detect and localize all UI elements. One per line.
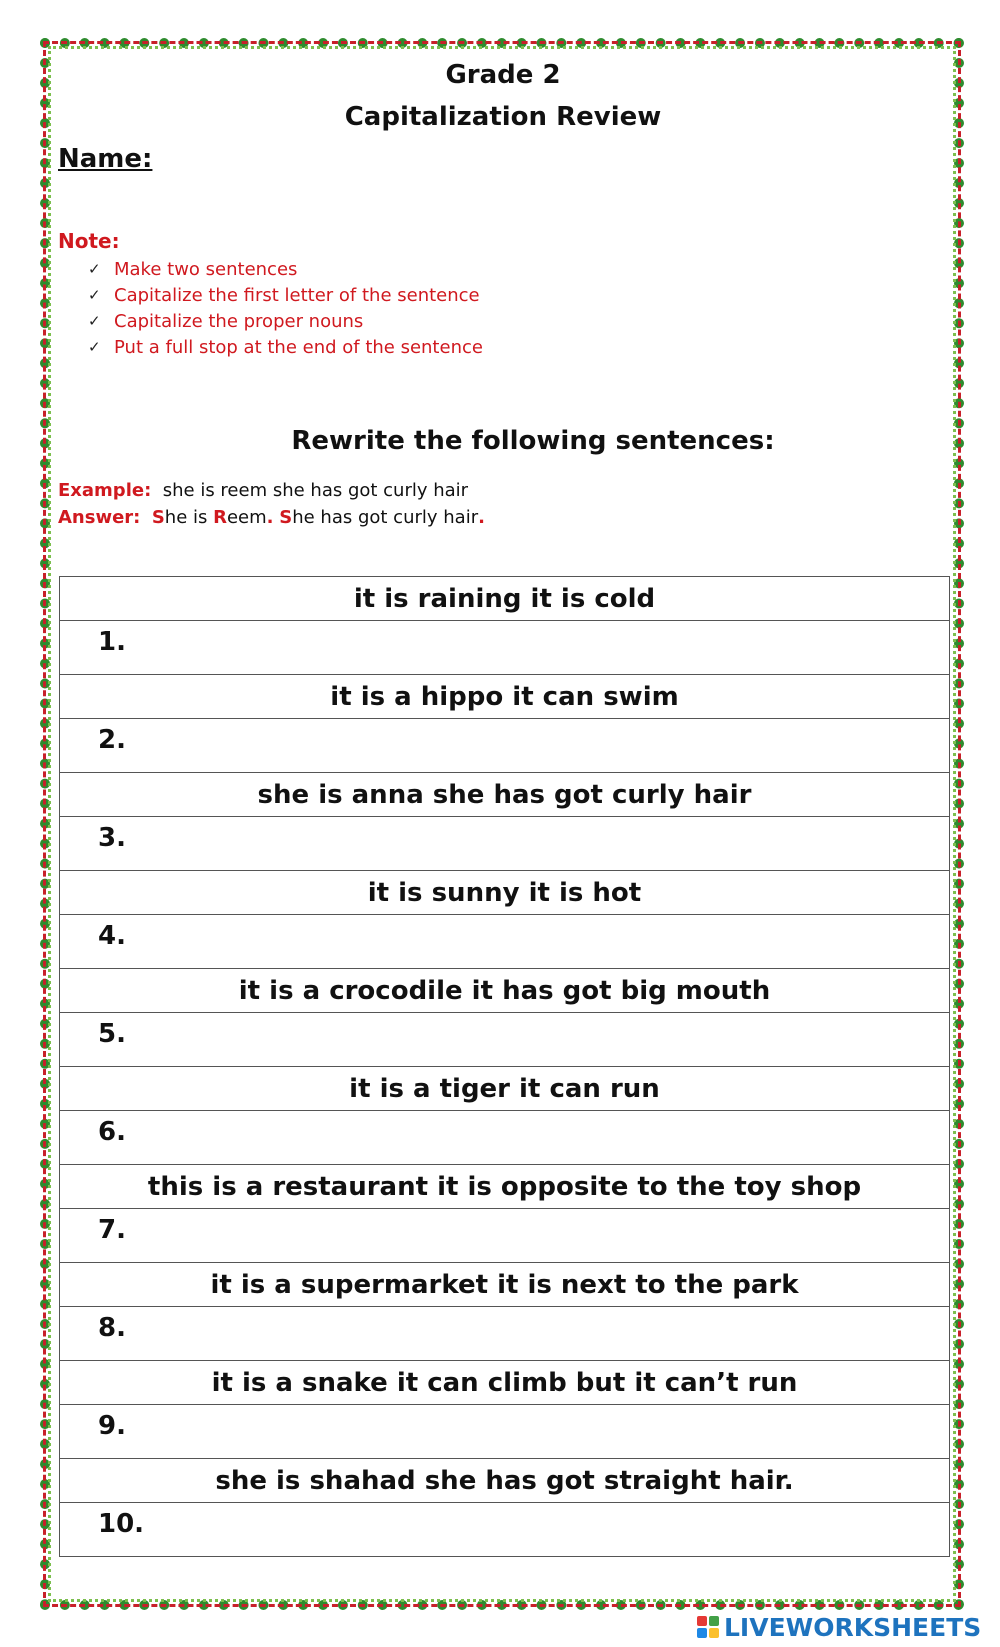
prompt-row (60, 969, 950, 1013)
answer-row (60, 1503, 950, 1557)
example-text: she is reem she has got curly hair (162, 480, 469, 501)
prompt-row (60, 1263, 950, 1307)
prompt-sentence: she is anna she has got curly hair (60, 773, 950, 817)
instruction-heading: Rewrite the following sentences: (291, 426, 775, 456)
note-item-text: Capitalize the proper nouns (114, 310, 364, 332)
prompt-sentence: it is a hippo it can swim (60, 675, 950, 719)
note-item-text: Capitalize the first letter of the sentence (114, 284, 480, 306)
answer-field[interactable] (60, 915, 950, 969)
prompt-sentence: it is a tiger it can run (60, 1067, 950, 1111)
prompt-sentence: she is shahad she has got straight hair. (60, 1459, 950, 1503)
answer-capital: R (213, 507, 227, 528)
prompt-sentence: it is sunny it is hot (60, 871, 950, 915)
note-item (88, 282, 483, 308)
answer-full-stop: . (478, 507, 485, 528)
answer-number: 10. (98, 1509, 145, 1539)
note-item-text: Put a full stop at the end of the sentence (114, 336, 483, 358)
prompt-row (60, 1459, 950, 1503)
brand-name: LIVEWORKSHEETS (724, 1612, 982, 1642)
note-item (88, 334, 483, 360)
prompt-row (60, 871, 950, 915)
prompt-sentence: it is a snake it can climb but it can’t run (60, 1361, 950, 1405)
answer-row (60, 817, 950, 871)
answer-number: 6. (98, 1117, 126, 1147)
checkmark-icon: ✓ (88, 312, 101, 330)
liveworksheets-brand (697, 1612, 981, 1642)
answer-row (60, 1307, 950, 1361)
logo-square (709, 1616, 719, 1626)
answer-number: 3. (98, 823, 126, 853)
answer-text: eem (226, 507, 267, 528)
checkmark-icon: ✓ (88, 338, 101, 356)
prompt-row (60, 1067, 950, 1111)
answer-number: 2. (98, 725, 126, 755)
answer-number: 9. (98, 1411, 126, 1441)
example-line (58, 480, 468, 501)
note-item (88, 256, 483, 282)
answer-field[interactable] (60, 1111, 950, 1165)
grade-title: Grade 2 (445, 60, 561, 90)
checkmark-icon: ✓ (88, 286, 101, 304)
answer-line (58, 507, 485, 528)
answer-row (60, 719, 950, 773)
example-label: Example: (58, 480, 152, 501)
exercise-table (59, 576, 950, 1557)
answer-label: Answer: (58, 507, 141, 528)
answer-row (60, 1405, 950, 1459)
prompt-sentence: it is a supermarket it is next to the park (60, 1263, 950, 1307)
answer-field[interactable] (60, 719, 950, 773)
liveworksheets-logo-icon (697, 1616, 719, 1638)
checkmark-icon: ✓ (88, 260, 101, 278)
answer-field[interactable] (60, 1503, 950, 1557)
logo-square (697, 1628, 707, 1638)
answer-row (60, 621, 950, 675)
answer-text: he is (164, 507, 214, 528)
prompt-sentence: it is a crocodile it has got big mouth (60, 969, 950, 1013)
note-item (88, 308, 483, 334)
answer-full-stop: . (266, 507, 274, 528)
answer-row (60, 915, 950, 969)
answer-number: 7. (98, 1215, 126, 1245)
answer-row (60, 1111, 950, 1165)
logo-square (709, 1628, 719, 1638)
answer-number: 1. (98, 627, 126, 657)
answer-field[interactable] (60, 1013, 950, 1067)
answer-field[interactable] (60, 1405, 950, 1459)
answer-number: 5. (98, 1019, 126, 1049)
prompt-sentence: this is a restaurant it is opposite to the toy shop (60, 1165, 950, 1209)
page-title: Capitalization Review (344, 102, 662, 132)
prompt-row (60, 675, 950, 719)
answer-field[interactable] (60, 1307, 950, 1361)
answer-field[interactable] (60, 1209, 950, 1263)
answer-field[interactable] (60, 621, 950, 675)
prompt-row (60, 1165, 950, 1209)
prompt-row (60, 773, 950, 817)
answer-number: 4. (98, 921, 126, 951)
answer-number: 8. (98, 1313, 126, 1343)
logo-square (697, 1616, 707, 1626)
name-label: Name: (58, 144, 153, 174)
answer-field[interactable] (60, 817, 950, 871)
prompt-row (60, 1361, 950, 1405)
prompt-row (60, 577, 950, 621)
answer-capital: S (151, 507, 165, 528)
answer-text: he has got curly hair (292, 507, 479, 528)
note-label: Note: (58, 229, 120, 253)
note-item-text: Make two sentences (114, 258, 298, 280)
answer-row (60, 1013, 950, 1067)
answer-row (60, 1209, 950, 1263)
note-list (88, 256, 483, 360)
answer-capital: S (279, 507, 293, 528)
prompt-sentence: it is raining it is cold (60, 577, 950, 621)
